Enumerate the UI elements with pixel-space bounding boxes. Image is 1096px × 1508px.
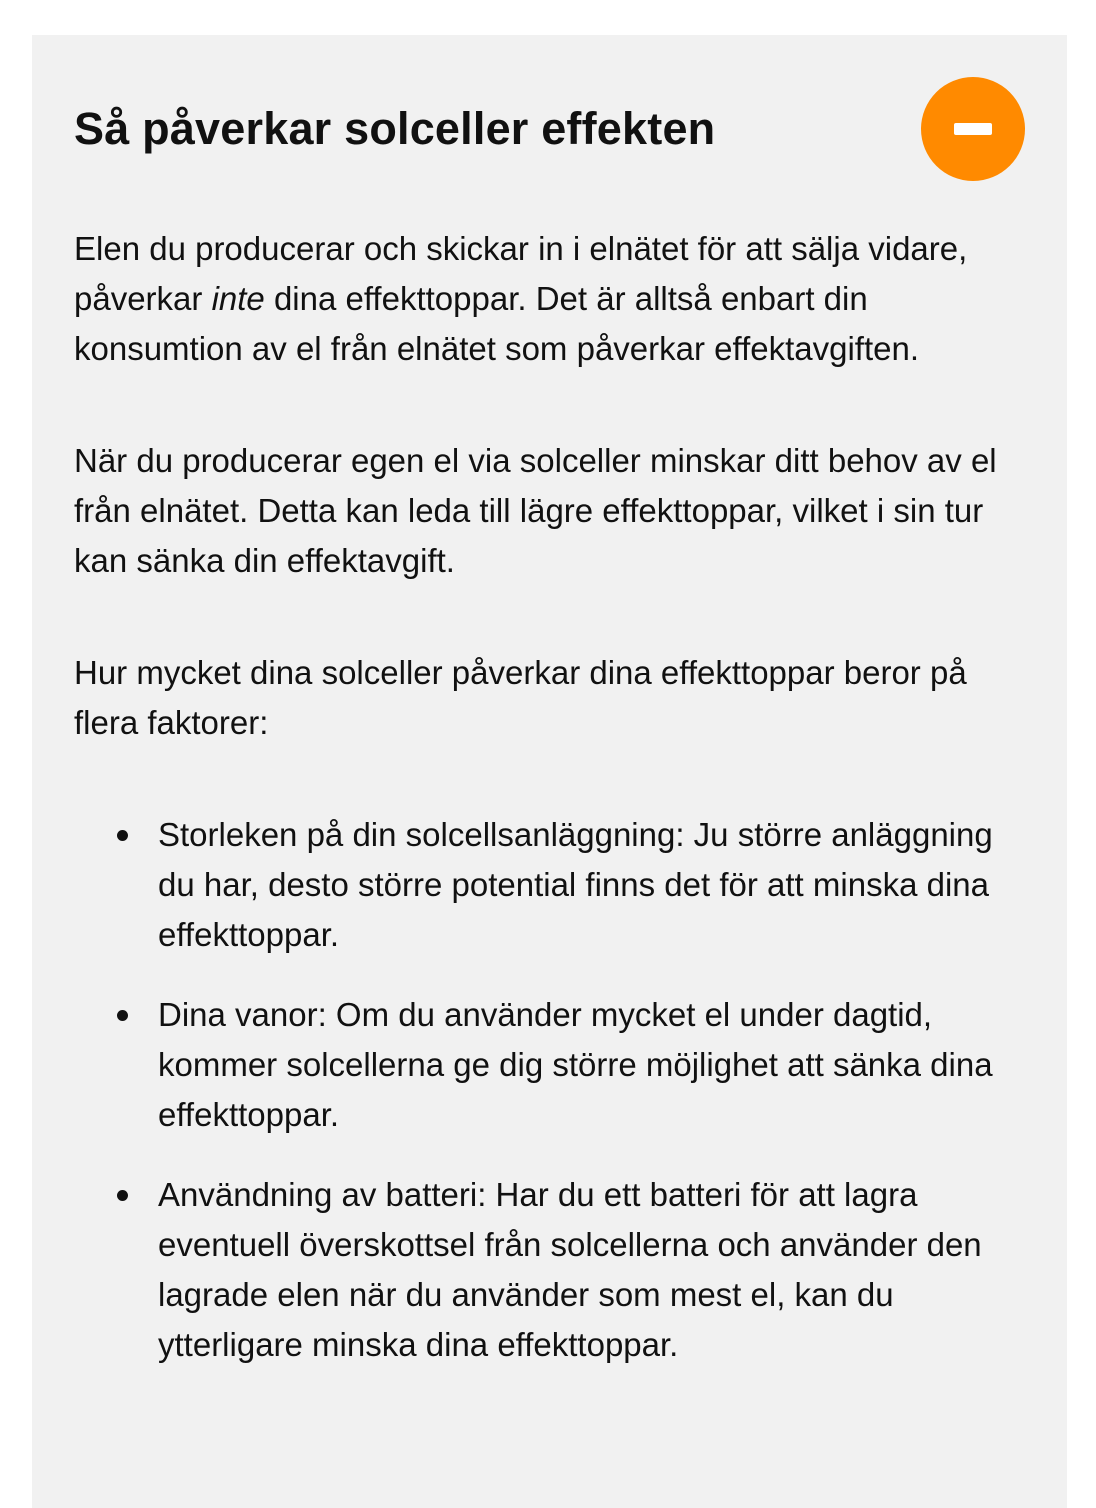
paragraph-text: Elen du producerar och skickar in i elnätet för att sälja vidare, påverkar [74, 230, 968, 317]
list-item [158, 990, 1024, 1140]
list-item [158, 1170, 1024, 1370]
minus-icon [954, 123, 992, 135]
paragraph-text: dina effekttoppar. Det är alltså enbart din konsumtion av el från elnätet som påverkar effektavgiften. [74, 280, 920, 367]
list-item-text: Användning av batteri: Har du ett batteri för att lagra eventuell överskottsel från solcellerna och använder den lagrade elen när du använder som mest el, kan du ytterligare minska dina effekttoppar. [158, 1176, 982, 1363]
accordion-title[interactable]: Så påverkar solceller effekten [74, 103, 716, 154]
emphasis-text: inte [211, 280, 265, 317]
collapse-button[interactable] [921, 77, 1025, 181]
bullet-icon [117, 1190, 128, 1201]
accordion-panel [32, 35, 1067, 1508]
bullet-icon [117, 830, 128, 841]
list-item-text: Storleken på din solcellsanläggning: Ju större anläggning du har, desto större potential finns det för att minska dina effekttoppar. [158, 816, 993, 953]
paragraph-production: När du producerar egen el via solceller minskar ditt behov av el från elnätet. Detta kan leda till lägre effekttoppar, vilket i sin tur kan sänka din effektavgift. [74, 442, 997, 579]
bullet-icon [117, 1010, 128, 1021]
paragraph-factors-intro: Hur mycket dina solceller påverkar dina effekttoppar beror på flera faktorer: [74, 654, 967, 741]
paragraph-export [74, 224, 1024, 374]
list-item-text: Dina vanor: Om du använder mycket el under dagtid, kommer solcellerna ge dig större möjlighet att sänka dina effekttoppar. [158, 996, 993, 1133]
list-item [158, 810, 1024, 960]
factors-list [74, 810, 1024, 1370]
accordion-content [74, 224, 1024, 1400]
accordion-header[interactable] [74, 77, 1025, 181]
